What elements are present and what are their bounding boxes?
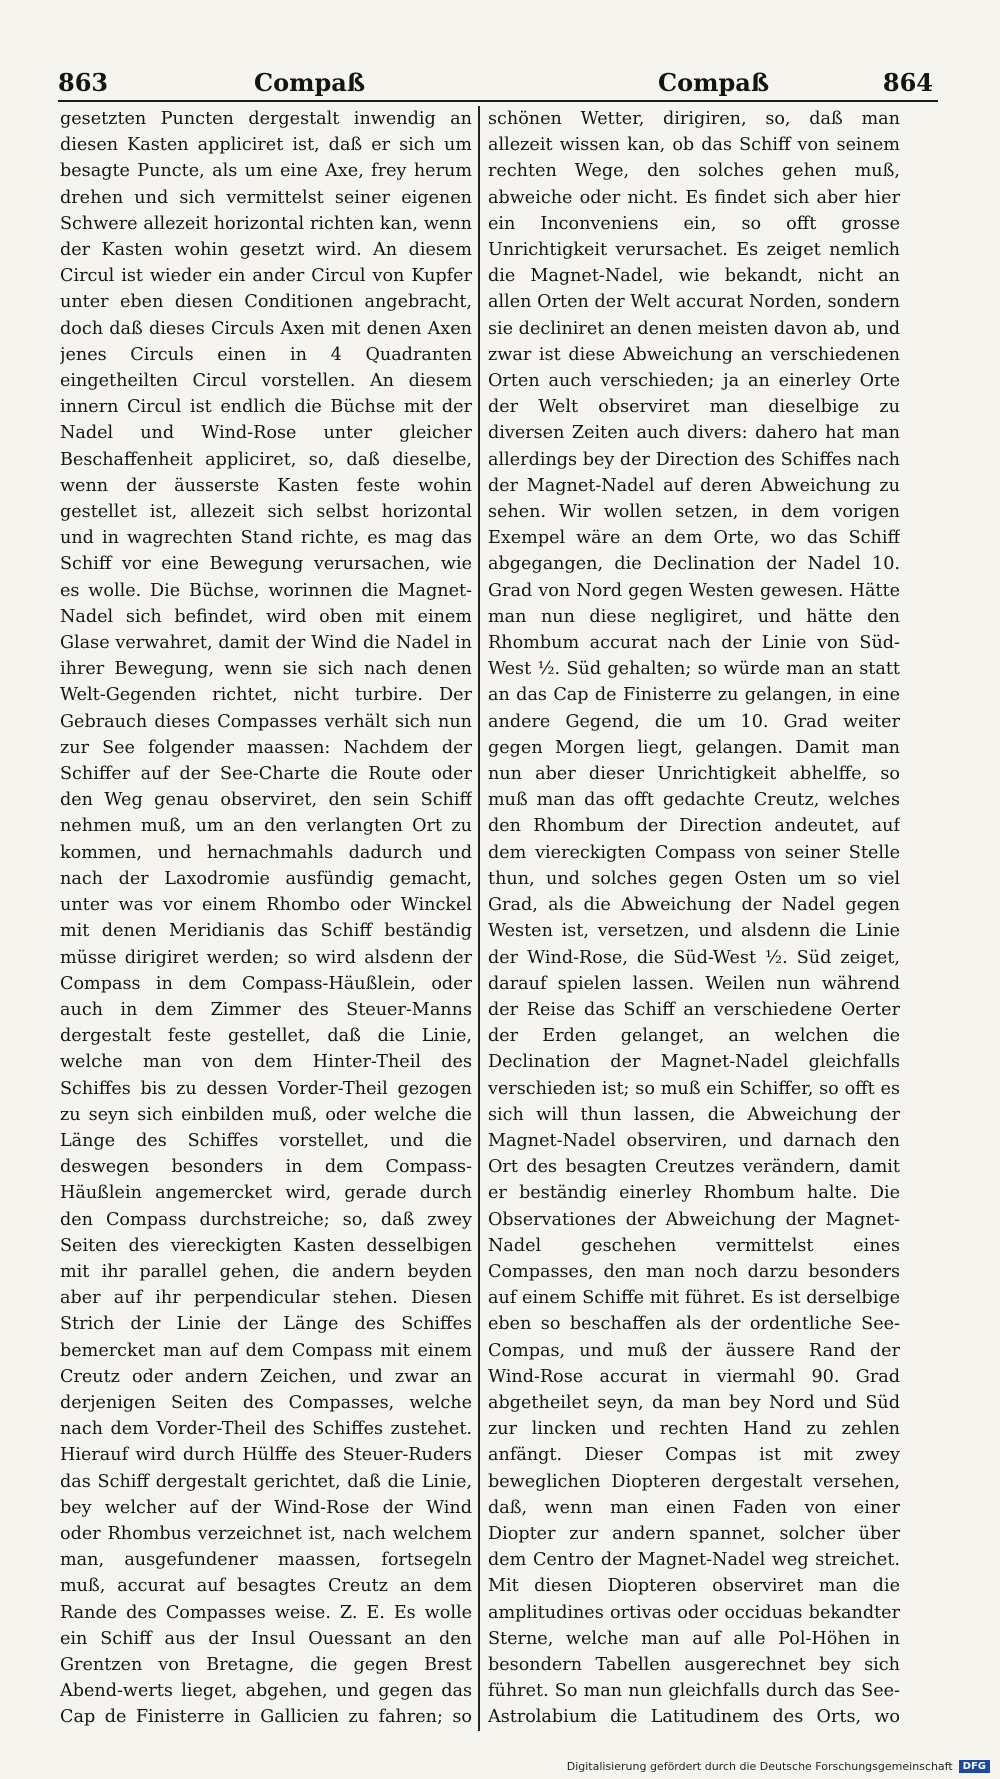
footer-credit: Digitalisierung gefördert durch die Deutsche Forschungsgemeinschaft (566, 1760, 953, 1773)
page-number-left: 863 (58, 68, 109, 97)
page-number-right: 864 (882, 68, 933, 97)
text-column-right (488, 106, 900, 1731)
running-head-right: Compaß (658, 68, 770, 97)
running-header (58, 62, 933, 102)
column-divider (478, 106, 480, 1731)
column-text-left: gesetzten Puncten dergestalt inwendig an diesen Kasten appliciret ist, daß er sich um besagte Puncte, als um eine Axe, frey herum drehen und sich vermittelst seiner eigenen Schwere allezeit horizontal richten kan, wenn der Kasten wohin gesetzt wird. An diesem Circul ist wieder ein ander Circul von Kupfer unter eben diesen Conditionen angebracht, doch daß dieses Circuls Axen mit denen Axen jenes Circuls einen in 4 Quadranten eingetheilten Circul vorstellen. An diesem innern Circul ist endlich die Büchse mit der Nadel und Wind-Rose unter gleicher Beschaffenheit appliciret, so, daß dieselbe, wenn der äusserste Kasten feste wohin gestellet ist, allezeit sich selbst horizontal und in wagrechten Stand richte, es mag das Schiff vor eine Bewegung verursachen, wie es wolle. Die Büchse, worinnen die Magnet-Nadel sich befindet, wird oben mit einem Glase verwahret, damit der Wind die Nadel in ihrer Bewegung, wenn sie sich nach denen Welt-Gegenden richtet, nicht turbire. Der Gebrauch dieses Compasses verhält sich nun zur See folgender maassen: Nachdem der Schiffer auf der See-Charte die Route oder den Weg genau observiret, den sein Schiff nehmen muß, um an den verlangten Ort zu kommen, und hernachmahls dadurch und nach der Laxodromie ausfündig gemacht, unter was vor einem Rhombo oder Winckel mit denen Meridianis das Schiff beständig müsse dirigiret werden; so wird alsdenn der Compass in dem Compass-Häußlein, oder auch in dem Zimmer des Steuer-Manns dergestalt feste gestellet, daß die Linie, welche man von dem Hinter-Theil des Schiffes bis zu dessen Vorder-Theil gezogen zu seyn sich einbilden muß, oder welche die Länge des Schiffes vorstellet, und die deswegen besonders in dem Compass-Häußlein angemercket wird, gerade durch den Compass durchstreiche; so, daß zwey Seiten des viereckigten Kasten desselbigen mit ihr parallel gehen, die andern beyden aber auf ihr perpendicular stehen. Diesen Strich der Linie der Länge des Schiffes bemercket man auf dem Compass mit einem Creutz oder andern Zeichen, und zwar an derjenigen Seiten des Compasses, welche nach dem Vorder-Theil des Schiffes zustehet. Hierauf wird durch Hülffe des Steuer-Ruders das Schiff dergestalt gerichtet, daß die Linie, bey welcher auf der Wind-Rose der Wind oder Rhombus verzeichnet ist, nach welchem man, ausgefundener maassen, fortsegeln muß, accurat auf besagtes Creutz an dem Rande des Compasses weise. Z. E. Es wolle ein Schiff aus der Insul Ouessant an den Grentzen von Bretagne, die gegen Brest Abend-werts lieget, abgehen, und gegen das Cap de Finisterre in Gallicien zu fahren; so (60, 109, 472, 1728)
text-column-left (60, 106, 472, 1731)
header-rule (58, 100, 938, 102)
running-head-left: Compaß (254, 68, 366, 97)
dfg-logo: DFG (959, 1760, 990, 1773)
digitization-footer (567, 1760, 990, 1773)
column-text-right: schönen Wetter, dirigiren, so, daß man allezeit wissen kan, ob das Schiff von seinem rechten Wege, den solches gehen muß, abweiche oder nicht. Es findet sich aber hier ein Inconveniens ein, so offt grosse Unrichtigkeit verursachet. Es zeiget nemlich die Magnet-Nadel, wie bekandt, nicht an allen Orten der Welt accurat Norden, sondern sie decliniret an denen meisten davon ab, und zwar ist diese Abweichung an verschiedenen Orten auch verschieden; ja an einerley Orte der Welt observiret man dieselbige zu diversen Zeiten auch divers: dahero hat man allerdings bey der Direction des Schiffes nach der Magnet-Nadel auf deren Abweichung zu sehen. Wir wollen setzen, in dem vorigen Exempel wäre an dem Orte, wo das Schiff abgegangen, die Declination der Nadel 10. Grad von Nord gegen Westen gewesen. Hätte man nun diese negligiret, und hätte den Rhombum accurat nach der Linie von Süd-West ½. Süd gehalten; so würde man an statt an das Cap de Finisterre zu gelangen, in eine andere Gegend, die um 10. Grad weiter gegen Morgen liegt, gelangen. Damit man nun aber dieser Unrichtigkeit abhelffe, so muß man das offt gedachte Creutz, welches den Rhombum der Direction andeutet, auf dem viereckigten Compass von seiner Stelle thun, und solches gegen Osten um so viel Grad, als die Abweichung der Nadel gegen Westen ist, versetzen, und alsdenn die Linie der Wind-Rose, die Süd-West ½. Süd zeiget, darauf spielen lassen. Weilen nun während der Reise das Schiff an verschiedene Oerter der Erden gelanget, an welchen die Declination der Magnet-Nadel gleichfalls verschieden ist; so muß ein Schiffer, so offt es sich will thun lassen, die Abweichung der Magnet-Nadel observiren, und darnach den Ort des besagten Creutzes verändern, damit er beständig einerley Rhombum halte. Die Observationes der Abweichung der Magnet-Nadel geschehen vermittelst eines Compasses, den man noch darzu besonders auf einem Schiffe mit führet. Es ist derselbige eben so beschaffen als der ordentliche See-Compas, und muß der äussere Rand der Wind-Rose accurat in viermahl 90. Grad abgetheilet seyn, da man bey Nord und Süd zur lincken und rechten Hand zu zehlen anfängt. Dieser Compas ist mit zwey beweglichen Diopteren dergestalt versehen, daß, wenn man einen Faden von einer Diopter zur andern spannet, solcher über dem Centro der Magnet-Nadel weg streichet. Mit diesen Diopteren observiret man die amplitudines ortivas oder occiduas bekandter Sterne, welche man auf alle Pol-Höhen in besondern Tabellen ausgerechnet bey sich führet. So man nun gleichfalls durch das See-Astrolabium die Latitudinem des Orts, wo (488, 109, 900, 1728)
